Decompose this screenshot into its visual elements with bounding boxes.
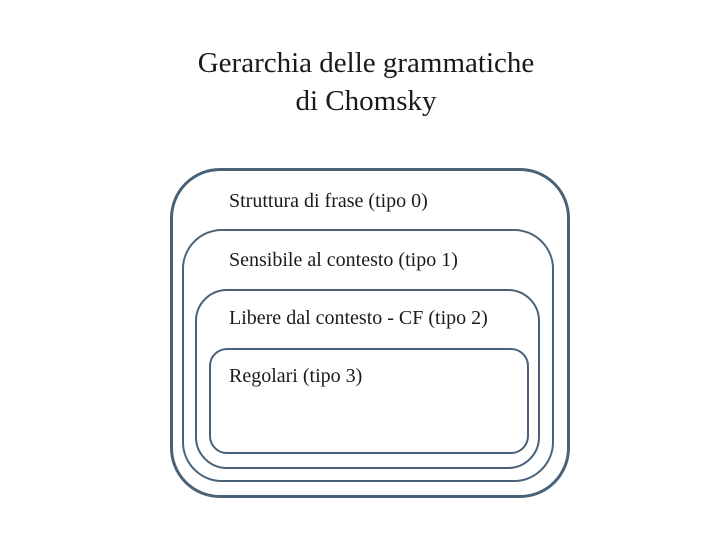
type-1-label: Sensibile al contesto (tipo 1) — [229, 249, 458, 271]
type-0-label: Struttura di frase (tipo 0) — [229, 190, 428, 212]
type-2-label: Libere dal contesto - CF (tipo 2) — [229, 307, 488, 329]
title-line-1: Gerarchia delle grammatiche — [197, 47, 535, 79]
diagram-title — [0, 44, 720, 120]
type-3-label: Regolari (tipo 3) — [229, 365, 363, 387]
title-line-2: di Chomsky — [295, 85, 437, 117]
